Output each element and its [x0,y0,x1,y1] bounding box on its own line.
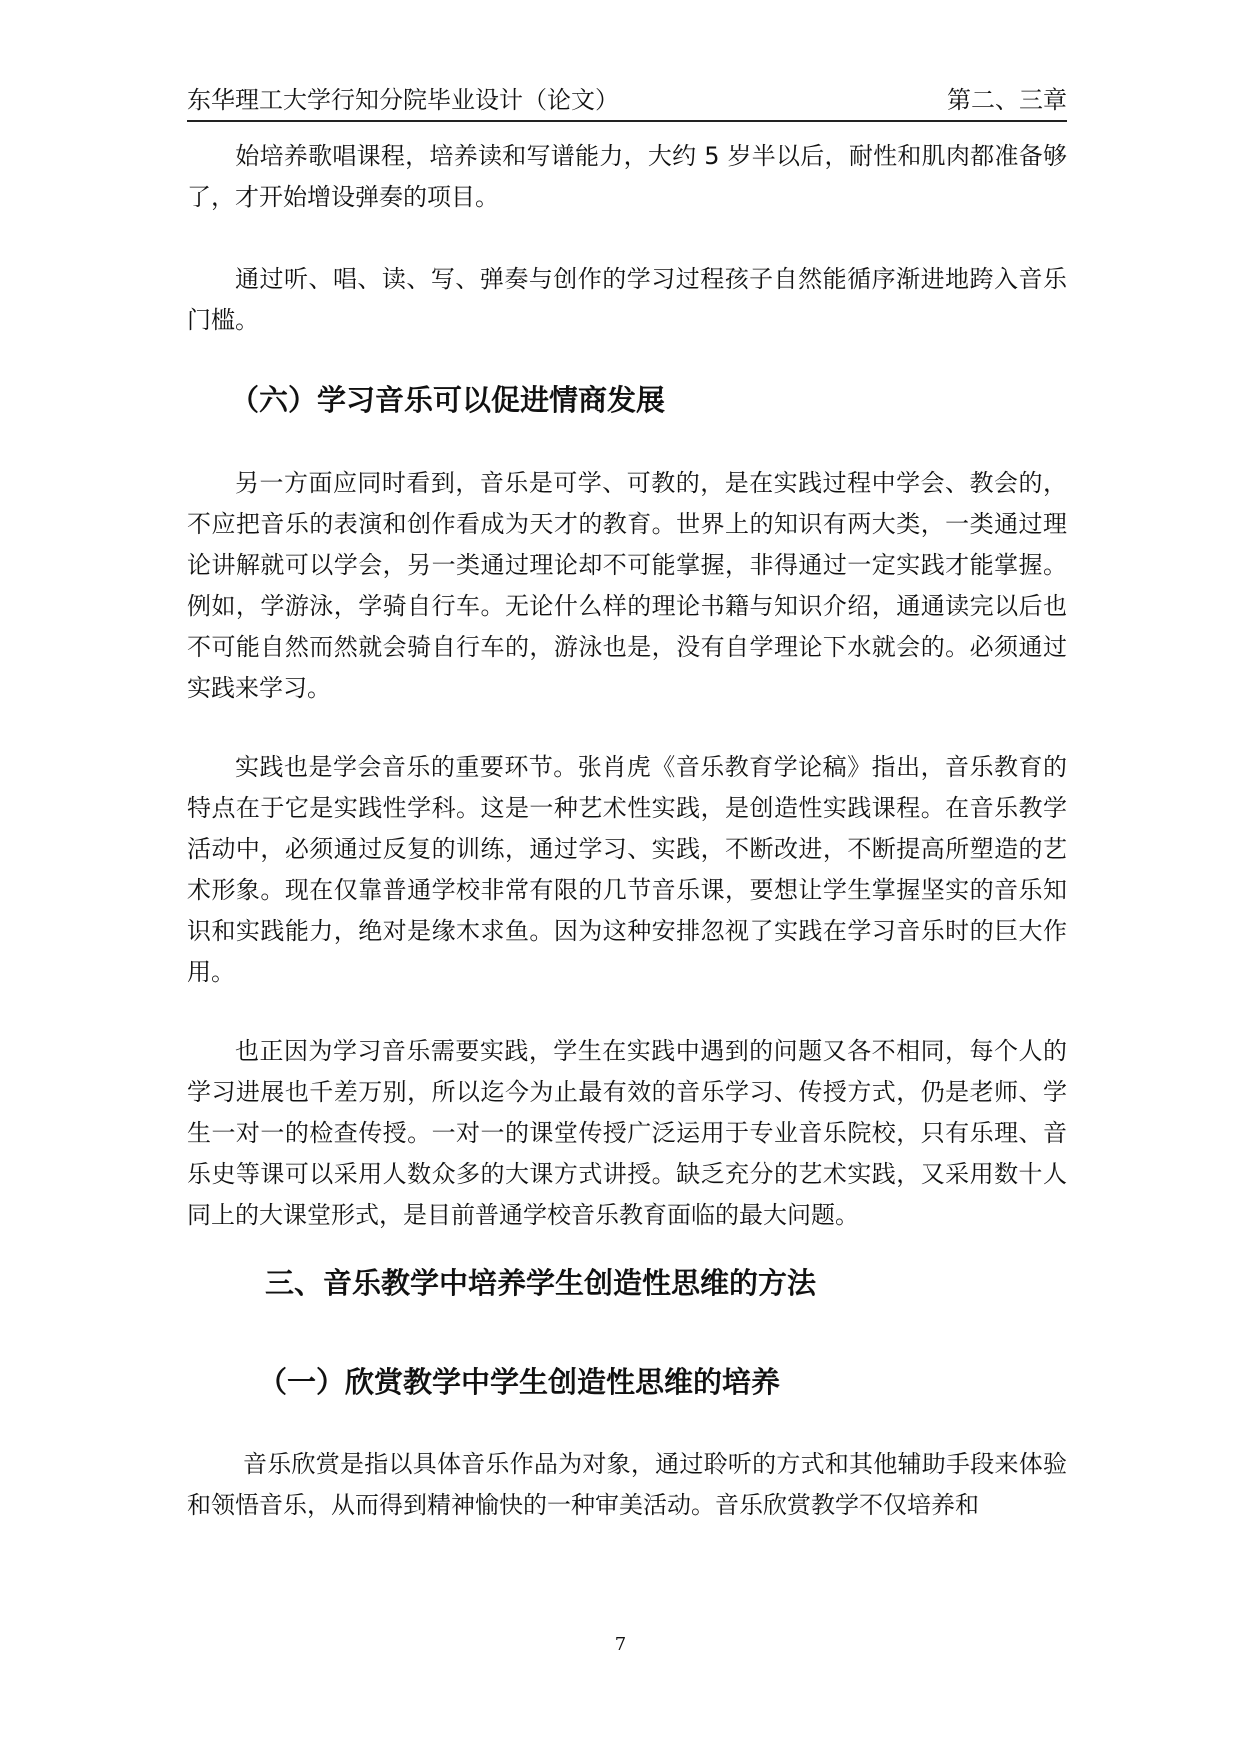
section-heading-six: （六）学习音乐可以促进情商发展 [230,383,666,417]
paragraph-continuation [187,136,1067,218]
body-block-3 [187,463,1067,709]
header-chapter: 第二、三章 [947,86,1067,114]
body-block-1 [187,136,1067,218]
body-block-6 [187,1444,1067,1526]
page-header [187,84,1067,122]
header-title: 东华理工大学行知分院毕业设计（论文） [187,86,619,114]
body-block-2 [187,259,1067,341]
paragraph: 也正因为学习音乐需要实践，学生在实践中遇到的问题又各不相同，每个人的学习进展也千差万别，所以迄今为止最有效的音乐学习、传授方式，仍是老师、学生一对一的检查传授。一对一的课堂传授广泛运用于专业音乐院校，只有乐理、音乐史等课可以采用人数众多的大课方式讲授。缺乏充分的艺术实践，又采用数十人同上的大课堂形式，是目前普通学校音乐教育面临的最大问题。 [187,1037,1067,1229]
paragraph: 另一方面应同时看到，音乐是可学、可教的，是在实践过程中学会、教会的，不应把音乐的表演和创作看成为天才的教育。世界上的知识有两大类，一类通过理论讲解就可以学会，另一类通过理论却不可能掌握，非得通过一定实践才能掌握。例如，学游泳，学骑自行车。无论什么样的理论书籍与知识介绍，通通读完以后也不可能自然而然就会骑自行车的，游泳也是，没有自学理论下水就会的。必须通过实践来学习。 [187,469,1067,702]
body-block-4 [187,747,1067,993]
chapter-heading-three: 三、音乐教学中培养学生创造性思维的方法 [265,1266,817,1300]
body-block-5 [187,1031,1067,1236]
paragraph-text: 始培养歌唱课程，培养读和写谱能力，大约 5 岁半以后，耐性和肌肉都准备够了，才开始增设弹奏的项目。 [187,142,1067,211]
paragraph: 通过听、唱、读、写、弹奏与创作的学习过程孩子自然能循序渐进地跨入音乐门槛。 [187,265,1067,334]
section-heading-one: （一）欣赏教学中学生创造性思维的培养 [258,1365,781,1399]
paragraph: 音乐欣赏是指以具体音乐作品为对象，通过聆听的方式和其他辅助手段来体验和领悟音乐，从而得到精神愉快的一种审美活动。音乐欣赏教学不仅培养和 [187,1450,1067,1519]
paragraph: 实践也是学会音乐的重要环节。张肖虎《音乐教育学论稿》指出，音乐教育的特点在于它是实践性学科。这是一种艺术性实践，是创造性实践课程。在音乐教学活动中，必须通过反复的训练，通过学习、实践，不断改进，不断提高所塑造的艺术形象。现在仅靠普通学校非常有限的几节音乐课，要想让学生掌握坚实的音乐知识和实践能力，绝对是缘木求鱼。因为这种安排忽视了实践在学习音乐时的巨大作用。 [187,753,1067,986]
page-number: 7 [614,1634,627,1655]
